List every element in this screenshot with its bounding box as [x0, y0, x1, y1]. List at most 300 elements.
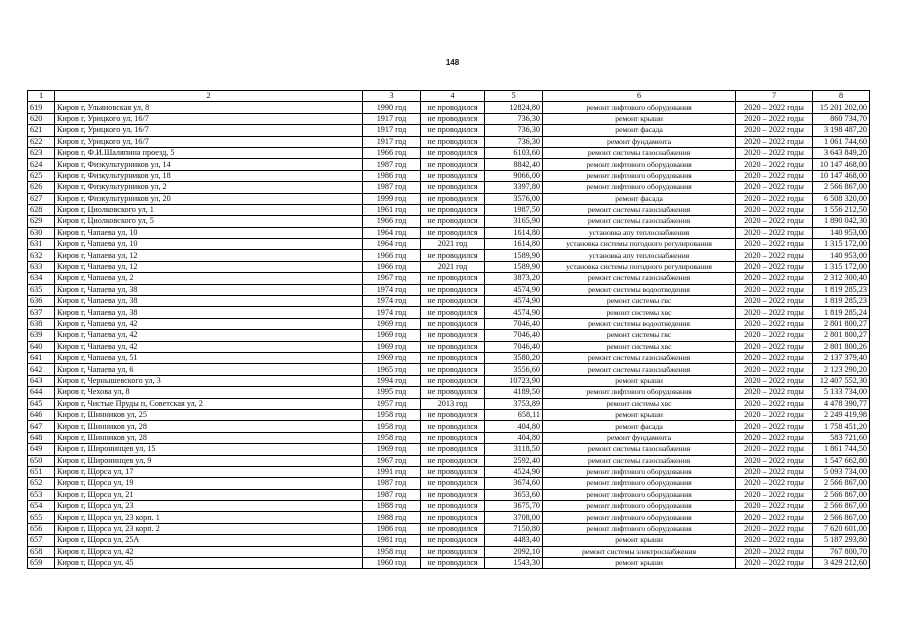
period-cell: 2020 – 2022 годы	[736, 387, 813, 398]
row-number-cell: 654	[28, 501, 55, 512]
row-number-cell: 640	[28, 341, 55, 352]
row-number-cell: 631	[28, 239, 55, 250]
row-number-cell: 655	[28, 512, 55, 523]
work-type-cell: ремонт крыши	[543, 375, 736, 386]
table-row	[28, 296, 870, 307]
row-number-cell: 651	[28, 466, 55, 477]
survey-year-cell: не проводился	[421, 409, 485, 420]
table-row	[28, 193, 870, 204]
period-cell: 2020 – 2022 годы	[736, 170, 813, 181]
row-number-cell: 634	[28, 273, 55, 284]
table-row	[28, 170, 870, 181]
build-year-cell: 1981 год	[363, 535, 421, 546]
survey-year-cell: не проводился	[421, 455, 485, 466]
table-row	[28, 136, 870, 147]
table-row	[28, 523, 870, 534]
period-cell: 2020 – 2022 годы	[736, 147, 813, 158]
survey-year-cell: не проводился	[421, 330, 485, 341]
repair-program-table	[27, 90, 870, 569]
address-cell: Киров г, Щорса ул, 23	[55, 501, 363, 512]
address-cell: Киров г, Шинников ул, 28	[55, 421, 363, 432]
work-type-cell: ремонт системы газоснабжения	[543, 455, 736, 466]
work-type-cell: ремонт системы газоснабжения	[543, 204, 736, 215]
address-cell: Киров г, Чапаева ул, 6	[55, 364, 363, 375]
survey-year-cell: не проводился	[421, 159, 485, 170]
work-type-cell: ремонт системы хвс	[543, 398, 736, 409]
address-cell: Киров г, Чапаева ул, 10	[55, 227, 363, 238]
survey-year-cell: не проводился	[421, 489, 485, 500]
table-row	[28, 147, 870, 158]
area-cell: 3674,60	[485, 478, 543, 489]
cost-cell: 1 890 042,30	[813, 216, 870, 227]
survey-year-cell: не проводился	[421, 478, 485, 489]
period-cell: 2020 – 2022 годы	[736, 296, 813, 307]
work-type-cell: ремонт лифтового оборудования	[543, 387, 736, 398]
survey-year-cell: не проводился	[421, 147, 485, 158]
area-cell: 404,80	[485, 421, 543, 432]
survey-year-cell: не проводился	[421, 296, 485, 307]
work-type-cell: ремонт лифтового оборудования	[543, 489, 736, 500]
table-row	[28, 387, 870, 398]
row-number-cell: 636	[28, 296, 55, 307]
survey-year-cell: не проводился	[421, 284, 485, 295]
survey-year-cell: не проводился	[421, 501, 485, 512]
area-cell: 3708,00	[485, 512, 543, 523]
address-cell: Киров г, Физкультурников ул, 18	[55, 170, 363, 181]
work-type-cell: ремонт фундамента	[543, 432, 736, 443]
row-number-cell: 621	[28, 125, 55, 136]
address-cell: Киров г, Физкультурников ул, 20	[55, 193, 363, 204]
cost-cell: 583 721,60	[813, 432, 870, 443]
column-header: 6	[543, 91, 736, 102]
area-cell: 4524,90	[485, 466, 543, 477]
table-row	[28, 489, 870, 500]
row-number-cell: 648	[28, 432, 55, 443]
survey-year-cell: не проводился	[421, 204, 485, 215]
survey-year-cell: не проводился	[421, 125, 485, 136]
work-type-cell: ремонт крыши	[543, 535, 736, 546]
address-cell: Киров г, Чапаева ул, 42	[55, 318, 363, 329]
period-cell: 2020 – 2022 годы	[736, 125, 813, 136]
period-cell: 2020 – 2022 годы	[736, 512, 813, 523]
period-cell: 2020 – 2022 годы	[736, 501, 813, 512]
address-cell: Киров г, Щорса ул, 45	[55, 558, 363, 569]
survey-year-cell: не проводился	[421, 307, 485, 318]
cost-cell: 4 478 390,77	[813, 398, 870, 409]
period-cell: 2020 – 2022 годы	[736, 216, 813, 227]
work-type-cell: ремонт системы хвс	[543, 341, 736, 352]
address-cell: Киров г, Щорса ул, 21	[55, 489, 363, 500]
period-cell: 2020 – 2022 годы	[736, 193, 813, 204]
table-row	[28, 364, 870, 375]
period-cell: 2020 – 2022 годы	[736, 341, 813, 352]
area-cell: 3873,20	[485, 273, 543, 284]
row-number-cell: 650	[28, 455, 55, 466]
work-type-cell: ремонт фасада	[543, 193, 736, 204]
period-cell: 2020 – 2022 годы	[736, 250, 813, 261]
cost-cell: 1 061 744,60	[813, 136, 870, 147]
table-row	[28, 421, 870, 432]
table-row	[28, 409, 870, 420]
column-number-row	[28, 91, 870, 102]
cost-cell: 10 147 468,00	[813, 159, 870, 170]
table-row	[28, 432, 870, 443]
table-row	[28, 307, 870, 318]
row-number-cell: 629	[28, 216, 55, 227]
survey-year-cell: не проводился	[421, 193, 485, 204]
work-type-cell: ремонт системы гвс	[543, 296, 736, 307]
table-row	[28, 273, 870, 284]
cost-cell: 1 556 212,50	[813, 204, 870, 215]
build-year-cell: 1958 год	[363, 409, 421, 420]
address-cell: Киров г, Урицкого ул, 16/7	[55, 113, 363, 124]
survey-year-cell: 2021 год	[421, 261, 485, 272]
address-cell: Киров г, Чапаева ул, 12	[55, 261, 363, 272]
address-cell: Киров г, Чапаева ул, 12	[55, 250, 363, 261]
work-type-cell: ремонт крыши	[543, 558, 736, 569]
period-cell: 2020 – 2022 годы	[736, 466, 813, 477]
row-number-cell: 644	[28, 387, 55, 398]
cost-cell: 2 566 867,00	[813, 478, 870, 489]
work-type-cell: ремонт лифтового оборудования	[543, 102, 736, 113]
cost-cell: 2 312 300,40	[813, 273, 870, 284]
work-type-cell: ремонт лифтового оборудования	[543, 478, 736, 489]
cost-cell: 1 315 172,00	[813, 261, 870, 272]
table-row	[28, 375, 870, 386]
area-cell: 3653,60	[485, 489, 543, 500]
build-year-cell: 1974 год	[363, 284, 421, 295]
survey-year-cell: не проводился	[421, 387, 485, 398]
build-year-cell: 1969 год	[363, 318, 421, 329]
address-cell: Киров г, Чапаева ул, 2	[55, 273, 363, 284]
cost-cell: 3 429 212,60	[813, 558, 870, 569]
address-cell: Киров г, Ульяновская ул, 8	[55, 102, 363, 113]
work-type-cell: ремонт системы газоснабжения	[543, 273, 736, 284]
area-cell: 404,80	[485, 432, 543, 443]
work-type-cell: ремонт системы водоотведения	[543, 284, 736, 295]
area-cell: 4483,40	[485, 535, 543, 546]
work-type-cell: ремонт системы электроснабжения	[543, 546, 736, 557]
area-cell: 3675,70	[485, 501, 543, 512]
period-cell: 2020 – 2022 годы	[736, 455, 813, 466]
area-cell: 4574,90	[485, 307, 543, 318]
cost-cell: 2 801 800,27	[813, 318, 870, 329]
period-cell: 2020 – 2022 годы	[736, 352, 813, 363]
build-year-cell: 1974 год	[363, 307, 421, 318]
survey-year-cell: не проводился	[421, 444, 485, 455]
area-cell: 7150,80	[485, 523, 543, 534]
period-cell: 2020 – 2022 годы	[736, 375, 813, 386]
build-year-cell: 1966 год	[363, 147, 421, 158]
cost-cell: 2 123 290,20	[813, 364, 870, 375]
area-cell: 658,11	[485, 409, 543, 420]
row-number-cell: 642	[28, 364, 55, 375]
build-year-cell: 1969 год	[363, 352, 421, 363]
period-cell: 2020 – 2022 годы	[736, 535, 813, 546]
survey-year-cell: не проводился	[421, 216, 485, 227]
row-number-cell: 641	[28, 352, 55, 363]
row-number-cell: 647	[28, 421, 55, 432]
address-cell: Киров г, Чистые Пруды п, Советская ул, 2	[55, 398, 363, 409]
table-row	[28, 466, 870, 477]
address-cell: Киров г, Чапаева ул, 42	[55, 341, 363, 352]
row-number-cell: 626	[28, 182, 55, 193]
period-cell: 2020 – 2022 годы	[736, 273, 813, 284]
area-cell: 736,30	[485, 125, 543, 136]
period-cell: 2020 – 2022 годы	[736, 421, 813, 432]
cost-cell: 5 133 734,00	[813, 387, 870, 398]
survey-year-cell: не проводился	[421, 523, 485, 534]
row-number-cell: 646	[28, 409, 55, 420]
work-type-cell: установка апу теплоснабжения	[543, 250, 736, 261]
table-row	[28, 250, 870, 261]
address-cell: Киров г, Физкультурников ул, 2	[55, 182, 363, 193]
period-cell: 2020 – 2022 годы	[736, 478, 813, 489]
table-row	[28, 558, 870, 569]
cost-cell: 2 801 800,26	[813, 341, 870, 352]
cost-cell: 5 093 734,00	[813, 466, 870, 477]
address-cell: Киров г, Чапаева ул, 10	[55, 239, 363, 250]
work-type-cell: ремонт системы газоснабжения	[543, 352, 736, 363]
cost-cell: 3 198 487,20	[813, 125, 870, 136]
row-number-cell: 637	[28, 307, 55, 318]
table-row	[28, 159, 870, 170]
address-cell: Киров г, Чапаева ул, 51	[55, 352, 363, 363]
survey-year-cell: не проводился	[421, 113, 485, 124]
work-type-cell: ремонт системы водоотведения	[543, 318, 736, 329]
build-year-cell: 1966 год	[363, 216, 421, 227]
address-cell: Киров г, Щорса ул, 17	[55, 466, 363, 477]
column-header: 5	[485, 91, 543, 102]
period-cell: 2020 – 2022 годы	[736, 204, 813, 215]
area-cell: 8842,40	[485, 159, 543, 170]
area-cell: 9066,00	[485, 170, 543, 181]
cost-cell: 2 566 867,00	[813, 512, 870, 523]
work-type-cell: ремонт лифтового оборудования	[543, 159, 736, 170]
period-cell: 2020 – 2022 годы	[736, 364, 813, 375]
area-cell: 3556,60	[485, 364, 543, 375]
work-type-cell: ремонт системы газоснабжения	[543, 444, 736, 455]
cost-cell: 1 758 451,20	[813, 421, 870, 432]
work-type-cell: ремонт лифтового оборудования	[543, 466, 736, 477]
row-number-cell: 628	[28, 204, 55, 215]
area-cell: 4574,90	[485, 284, 543, 295]
work-type-cell: ремонт лифтового оборудования	[543, 182, 736, 193]
table-row	[28, 398, 870, 409]
row-number-cell: 627	[28, 193, 55, 204]
table-row	[28, 352, 870, 363]
table-row	[28, 478, 870, 489]
build-year-cell: 1960 год	[363, 558, 421, 569]
row-number-cell: 635	[28, 284, 55, 295]
area-cell: 736,30	[485, 136, 543, 147]
address-cell: Киров г, Чапаева ул, 42	[55, 330, 363, 341]
build-year-cell: 1957 год	[363, 398, 421, 409]
build-year-cell: 1965 год	[363, 364, 421, 375]
work-type-cell: установка апу теплоснабжения	[543, 227, 736, 238]
cost-cell: 140 953,00	[813, 227, 870, 238]
row-number-cell: 630	[28, 227, 55, 238]
column-header: 1	[28, 91, 55, 102]
row-number-cell: 653	[28, 489, 55, 500]
table-body	[28, 102, 870, 569]
row-number-cell: 639	[28, 330, 55, 341]
area-cell: 4189,50	[485, 387, 543, 398]
survey-year-cell: не проводился	[421, 546, 485, 557]
address-cell: Киров г, Циолковского ул, 5	[55, 216, 363, 227]
survey-year-cell: не проводился	[421, 227, 485, 238]
row-number-cell: 659	[28, 558, 55, 569]
table-row	[28, 125, 870, 136]
row-number-cell: 658	[28, 546, 55, 557]
build-year-cell: 1995 год	[363, 387, 421, 398]
table-row	[28, 227, 870, 238]
row-number-cell: 624	[28, 159, 55, 170]
row-number-cell: 638	[28, 318, 55, 329]
survey-year-cell: не проводился	[421, 421, 485, 432]
area-cell: 7046,40	[485, 318, 543, 329]
survey-year-cell: не проводился	[421, 512, 485, 523]
build-year-cell: 1964 год	[363, 227, 421, 238]
work-type-cell: ремонт системы хвс	[543, 307, 736, 318]
build-year-cell: 1974 год	[363, 296, 421, 307]
area-cell: 12824,80	[485, 102, 543, 113]
address-cell: Киров г, Щорса ул, 25А	[55, 535, 363, 546]
area-cell: 1614,80	[485, 239, 543, 250]
work-type-cell: установка системы погодного регулирования	[543, 239, 736, 250]
cost-cell: 12 407 552,30	[813, 375, 870, 386]
address-cell: Киров г, Шинников ул, 28	[55, 432, 363, 443]
build-year-cell: 1969 год	[363, 444, 421, 455]
period-cell: 2020 – 2022 годы	[736, 558, 813, 569]
work-type-cell: ремонт системы гвс	[543, 330, 736, 341]
area-cell: 1987,50	[485, 204, 543, 215]
area-cell: 3165,90	[485, 216, 543, 227]
build-year-cell: 1994 год	[363, 375, 421, 386]
survey-year-cell: не проводился	[421, 432, 485, 443]
work-type-cell: ремонт лифтового оборудования	[543, 523, 736, 534]
area-cell: 2592,40	[485, 455, 543, 466]
cost-cell: 2 801 800,27	[813, 330, 870, 341]
period-cell: 2020 – 2022 годы	[736, 284, 813, 295]
cost-cell: 1 819 285,23	[813, 296, 870, 307]
area-cell: 3580,20	[485, 352, 543, 363]
area-cell: 736,30	[485, 113, 543, 124]
row-number-cell: 649	[28, 444, 55, 455]
period-cell: 2020 – 2022 годы	[736, 444, 813, 455]
table-row	[28, 216, 870, 227]
period-cell: 2020 – 2022 годы	[736, 227, 813, 238]
area-cell: 10723,90	[485, 375, 543, 386]
build-year-cell: 1961 год	[363, 204, 421, 215]
build-year-cell: 1987 год	[363, 489, 421, 500]
address-cell: Киров г, Урицкого ул, 16/7	[55, 125, 363, 136]
build-year-cell: 1917 год	[363, 125, 421, 136]
build-year-cell: 1990 год	[363, 102, 421, 113]
work-type-cell: ремонт крыши	[543, 409, 736, 420]
build-year-cell: 1967 год	[363, 455, 421, 466]
period-cell: 2020 – 2022 годы	[736, 318, 813, 329]
area-cell: 6103,60	[485, 147, 543, 158]
table-row	[28, 512, 870, 523]
table-row	[28, 261, 870, 272]
table-row	[28, 455, 870, 466]
column-header: 8	[813, 91, 870, 102]
area-cell: 7046,40	[485, 341, 543, 352]
address-cell: Киров г, Шинников ул, 25	[55, 409, 363, 420]
period-cell: 2020 – 2022 годы	[736, 489, 813, 500]
cost-cell: 1 547 662,80	[813, 455, 870, 466]
area-cell: 3118,50	[485, 444, 543, 455]
work-type-cell: ремонт системы газоснабжения	[543, 216, 736, 227]
table-row	[28, 113, 870, 124]
row-number-cell: 632	[28, 250, 55, 261]
row-number-cell: 619	[28, 102, 55, 113]
survey-year-cell: не проводился	[421, 250, 485, 261]
row-number-cell: 656	[28, 523, 55, 534]
table-row	[28, 444, 870, 455]
address-cell: Киров г, Циолковского ул, 1	[55, 204, 363, 215]
build-year-cell: 1917 год	[363, 136, 421, 147]
address-cell: Киров г, Широнинцев ул, 15	[55, 444, 363, 455]
build-year-cell: 1958 год	[363, 421, 421, 432]
cost-cell: 1 819 285,23	[813, 284, 870, 295]
table-row	[28, 204, 870, 215]
row-number-cell: 633	[28, 261, 55, 272]
period-cell: 2020 – 2022 годы	[736, 409, 813, 420]
area-cell: 1589,90	[485, 250, 543, 261]
build-year-cell: 1987 год	[363, 478, 421, 489]
address-cell: Киров г, Щорса ул, 42	[55, 546, 363, 557]
work-type-cell: ремонт лифтового оборудования	[543, 501, 736, 512]
cost-cell: 15 201 202,00	[813, 102, 870, 113]
work-type-cell: ремонт лифтового оборудования	[543, 512, 736, 523]
address-cell: Киров г, Урицкого ул, 16/7	[55, 136, 363, 147]
build-year-cell: 1969 год	[363, 330, 421, 341]
work-type-cell: ремонт фундамента	[543, 136, 736, 147]
build-year-cell: 1986 год	[363, 523, 421, 534]
build-year-cell: 1917 год	[363, 113, 421, 124]
cost-cell: 2 137 379,40	[813, 352, 870, 363]
address-cell: Киров г, Чернышевского ул, 3	[55, 375, 363, 386]
address-cell: Киров г, Чапаева ул, 38	[55, 296, 363, 307]
table-row	[28, 239, 870, 250]
column-header: 4	[421, 91, 485, 102]
cost-cell: 5 187 293,80	[813, 535, 870, 546]
table-row	[28, 284, 870, 295]
table-row	[28, 341, 870, 352]
build-year-cell: 1988 год	[363, 512, 421, 523]
build-year-cell: 1964 год	[363, 239, 421, 250]
area-cell: 2092,10	[485, 546, 543, 557]
build-year-cell: 1991 год	[363, 466, 421, 477]
address-cell: Киров г, Широнинцев ул, 9	[55, 455, 363, 466]
build-year-cell: 1987 год	[363, 182, 421, 193]
period-cell: 2020 – 2022 годы	[736, 113, 813, 124]
row-number-cell: 625	[28, 170, 55, 181]
survey-year-cell: не проводился	[421, 170, 485, 181]
address-cell: Киров г, Щорса ул, 23 корп. 2	[55, 523, 363, 534]
build-year-cell: 1958 год	[363, 546, 421, 557]
area-cell: 1543,30	[485, 558, 543, 569]
table-row	[28, 318, 870, 329]
table-row	[28, 535, 870, 546]
area-cell: 3576,00	[485, 193, 543, 204]
cost-cell: 2 566 867,00	[813, 501, 870, 512]
area-cell: 4574,90	[485, 296, 543, 307]
build-year-cell: 1987 год	[363, 159, 421, 170]
survey-year-cell: не проводился	[421, 364, 485, 375]
